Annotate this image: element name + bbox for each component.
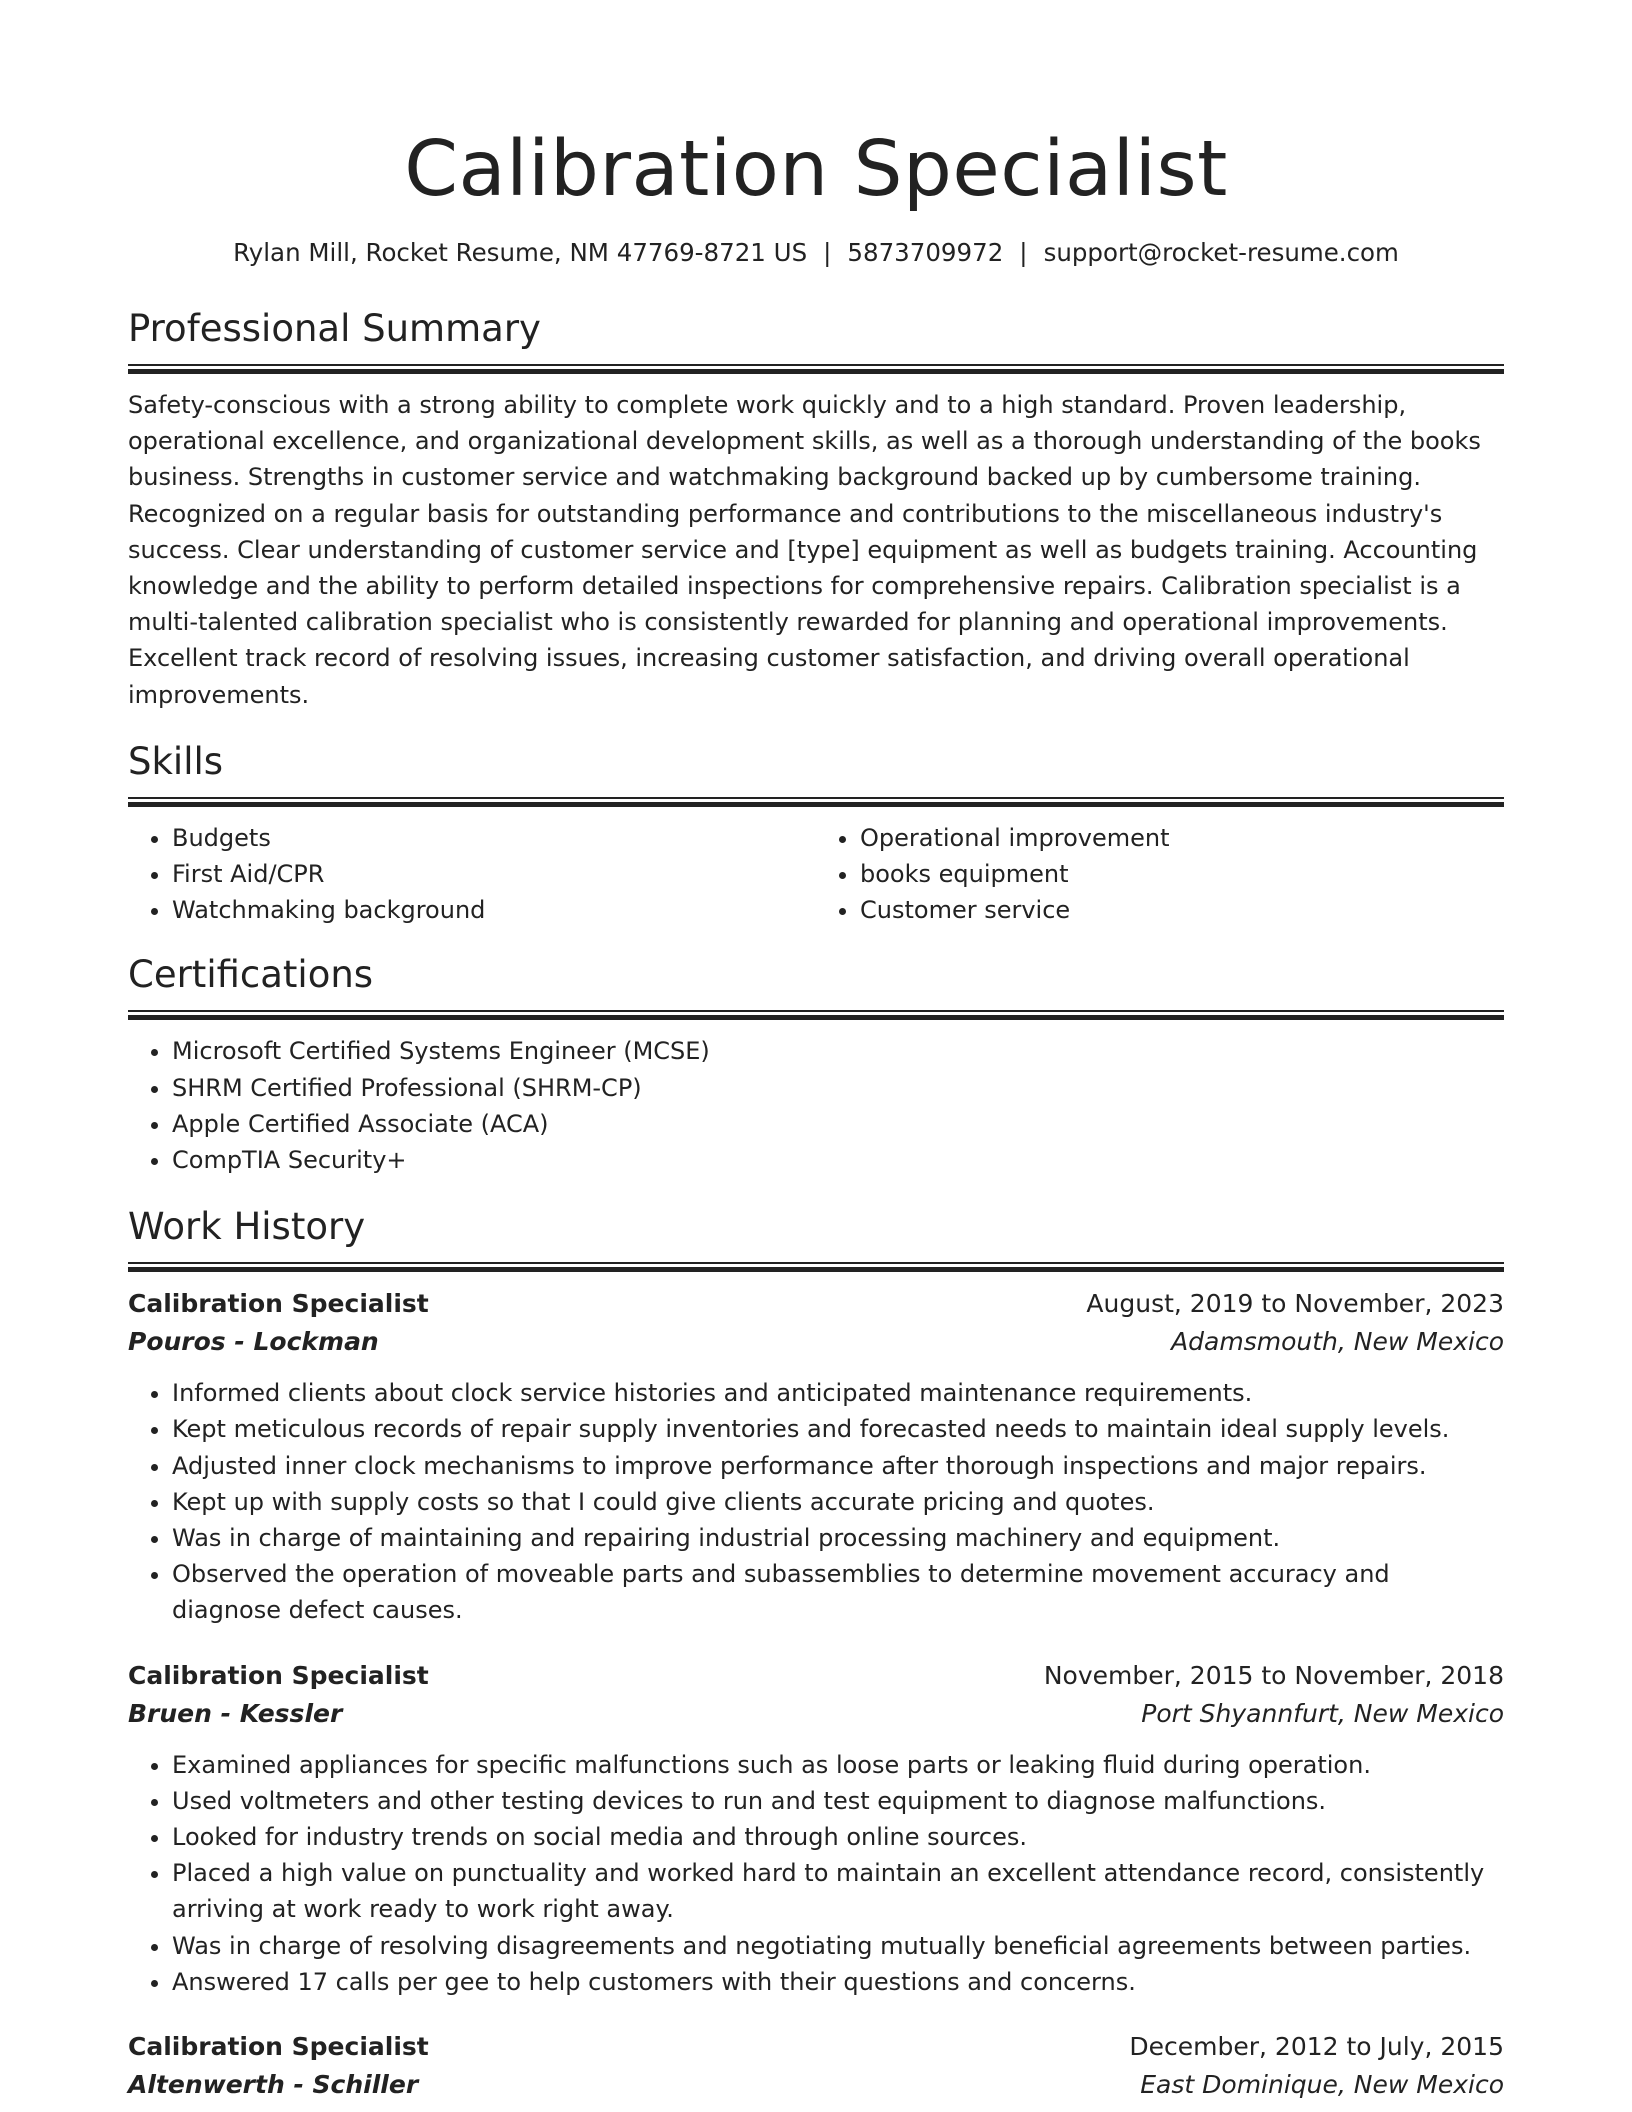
certifications-list bbox=[128, 1033, 1504, 1178]
certifications-section bbox=[128, 952, 1504, 1178]
skill-item: • books equipment bbox=[860, 856, 1504, 892]
job-title: Calibration Specialist bbox=[128, 1660, 429, 1690]
job-header-row bbox=[128, 1657, 1504, 1695]
certification-item: • Apple Certified Associate (ACA) bbox=[172, 1106, 1504, 1142]
job-location: Adamsmouth, New Mexico bbox=[1171, 1327, 1504, 1357]
job-subheader-row bbox=[128, 2066, 1504, 2104]
job-bullet: • Observed the operation of moveable parts and subassemblies to determine movement accuracy and diagnose defect causes. bbox=[172, 1556, 1504, 1628]
certification-item: • SHRM Certified Professional (SHRM-CP) bbox=[172, 1070, 1504, 1106]
job-company: Pouros - Lockman bbox=[128, 1327, 379, 1357]
job-dates: November, 2015 to November, 2018 bbox=[1043, 1660, 1504, 1690]
job-bullet: • Looked for industry trends on social media and through online sources. bbox=[172, 1819, 1504, 1855]
contact-separator: | bbox=[1019, 238, 1028, 267]
skills-list-left bbox=[128, 820, 816, 929]
skill-item: • First Aid/CPR bbox=[172, 856, 816, 892]
job-bullet: • Examined appliances for specific malfunctions such as loose parts or leaking fluid during operation. bbox=[172, 1747, 1504, 1783]
job-title: Calibration Specialist bbox=[128, 1289, 429, 1319]
skill-item: • Operational improvement bbox=[860, 820, 1504, 856]
job-title: Calibration Specialist bbox=[128, 2032, 429, 2062]
job-dates: December, 2012 to July, 2015 bbox=[1129, 2032, 1504, 2062]
job-header-row bbox=[128, 1285, 1504, 1323]
job-entry bbox=[128, 1657, 1504, 2000]
work-history-section bbox=[128, 1204, 1504, 2104]
job-bullet: • Informed clients about clock service histories and anticipated maintenance requirements. bbox=[172, 1375, 1504, 1411]
job-location: East Dominique, New Mexico bbox=[1140, 2070, 1504, 2100]
job-dates: August, 2019 to November, 2023 bbox=[1086, 1289, 1504, 1319]
skill-item: • Watchmaking background bbox=[172, 892, 816, 928]
section-divider bbox=[128, 1262, 1504, 1271]
job-bullet: • Kept meticulous records of repair supply inventories and forecasted needs to maintain ideal supply levels. bbox=[172, 1411, 1504, 1447]
job-company: Bruen - Kessler bbox=[128, 1698, 343, 1728]
job-bullet: • Was in charge of maintaining and repairing industrial processing machinery and equipment. bbox=[172, 1520, 1504, 1556]
resume-title: Calibration Specialist bbox=[404, 125, 1228, 214]
contact-address: Rylan Mill, Rocket Resume, NM 47769-8721 US bbox=[233, 238, 808, 267]
skills-columns bbox=[128, 820, 1504, 929]
section-heading-certifications: Certifications bbox=[128, 953, 374, 997]
section-heading-skills: Skills bbox=[128, 739, 224, 783]
job-bullet: • Adjusted inner clock mechanisms to improve performance after thorough inspections and major repairs. bbox=[172, 1448, 1504, 1484]
skills-list-right bbox=[816, 820, 1504, 929]
job-entry bbox=[128, 2028, 1504, 2104]
skill-item: • Customer service bbox=[860, 892, 1504, 928]
job-bullet: • Placed a high value on punctuality and worked hard to maintain an excellent attendance record, consistently arriving at work ready to work right away. bbox=[172, 1855, 1504, 1927]
certification-item: • Microsoft Certified Systems Engineer (MCSE) bbox=[172, 1033, 1504, 1069]
job-subheader-row bbox=[128, 1323, 1504, 1361]
section-divider bbox=[128, 364, 1504, 373]
summary-text: Safety-conscious with a strong ability to complete work quickly and to a high standard. Proven leadership, operational excellence, and organizational development skills, as well as a thorough understanding of the books business. Strengths in customer service and watchmaking background backed up by cumbersome training. Recognized on a regular basis for outstanding performance and contributions to the miscellaneous industry's success. Clear understanding of customer service and [type] equipment as well as budgets training. Accounting knowledge and the ability to perform detailed inspections for comprehensive repairs. Calibration specialist is a multi-talented calibration specialist who is consistently rewarded for planning and operational improvements. Excellent track record of resolving issues, increasing customer satisfaction, and driving overall operational improvements. bbox=[128, 391, 1481, 709]
job-bullet: • Answered 17 calls per gee to help customers with their questions and concerns. bbox=[172, 1964, 1504, 2000]
skill-item: • Budgets bbox=[172, 820, 816, 856]
job-subheader-row bbox=[128, 1695, 1504, 1733]
section-divider bbox=[128, 797, 1504, 806]
job-bullet: • Used voltmeters and other testing devices to run and test equipment to diagnose malfunctions. bbox=[172, 1783, 1504, 1819]
contact-line bbox=[128, 236, 1504, 270]
certification-item: • CompTIA Security+ bbox=[172, 1142, 1504, 1178]
contact-phone: 5873709972 bbox=[847, 238, 1004, 267]
contact-separator: | bbox=[823, 238, 832, 267]
section-heading-work-history: Work History bbox=[128, 1205, 366, 1249]
contact-email: support@rocket-resume.com bbox=[1043, 238, 1399, 267]
job-bullet: • Kept up with supply costs so that I could give clients accurate pricing and quotes. bbox=[172, 1484, 1504, 1520]
skills-section bbox=[128, 739, 1504, 929]
job-entry bbox=[128, 1285, 1504, 1628]
job-bullet: • Was in charge of resolving disagreements and negotiating mutually beneficial agreements between parties. bbox=[172, 1928, 1504, 1964]
job-bullet-list bbox=[128, 1375, 1504, 1628]
job-location: Port Shyannfurt, New Mexico bbox=[1141, 1698, 1504, 1728]
section-heading-summary: Professional Summary bbox=[128, 307, 541, 350]
summary-section bbox=[128, 306, 1504, 713]
job-bullet-list bbox=[128, 1747, 1504, 2000]
section-divider bbox=[128, 1010, 1504, 1019]
job-company: Altenwerth - Schiller bbox=[128, 2070, 419, 2100]
job-header-row bbox=[128, 2028, 1504, 2066]
